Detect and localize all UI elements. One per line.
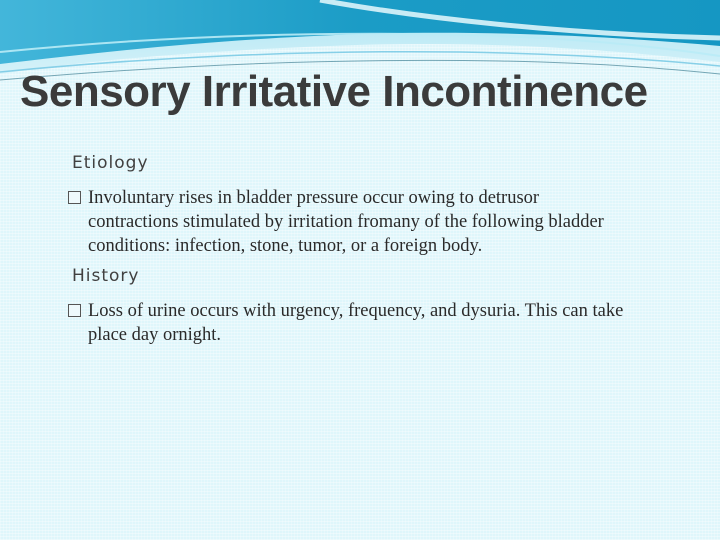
bullet-text: Loss of urine occurs with urgency, frequency, and dysuria. This can take place day ornight. <box>88 301 624 345</box>
list-item <box>68 186 628 258</box>
bullet-text: Involuntary rises in bladder pressure occur owing to detrusor contractions stimulated by irritation fromany of the following bladder conditions: infection, stone, tumor, or a foreign body. <box>88 188 604 256</box>
slide-title: Sensory Irritative Incontinence <box>20 67 648 116</box>
section-heading-etiology: Etiology <box>72 153 149 173</box>
section-heading-history: History <box>72 266 140 286</box>
checkbox-bullet-icon <box>68 304 81 317</box>
list-item <box>68 299 628 347</box>
checkbox-bullet-icon <box>68 191 81 204</box>
